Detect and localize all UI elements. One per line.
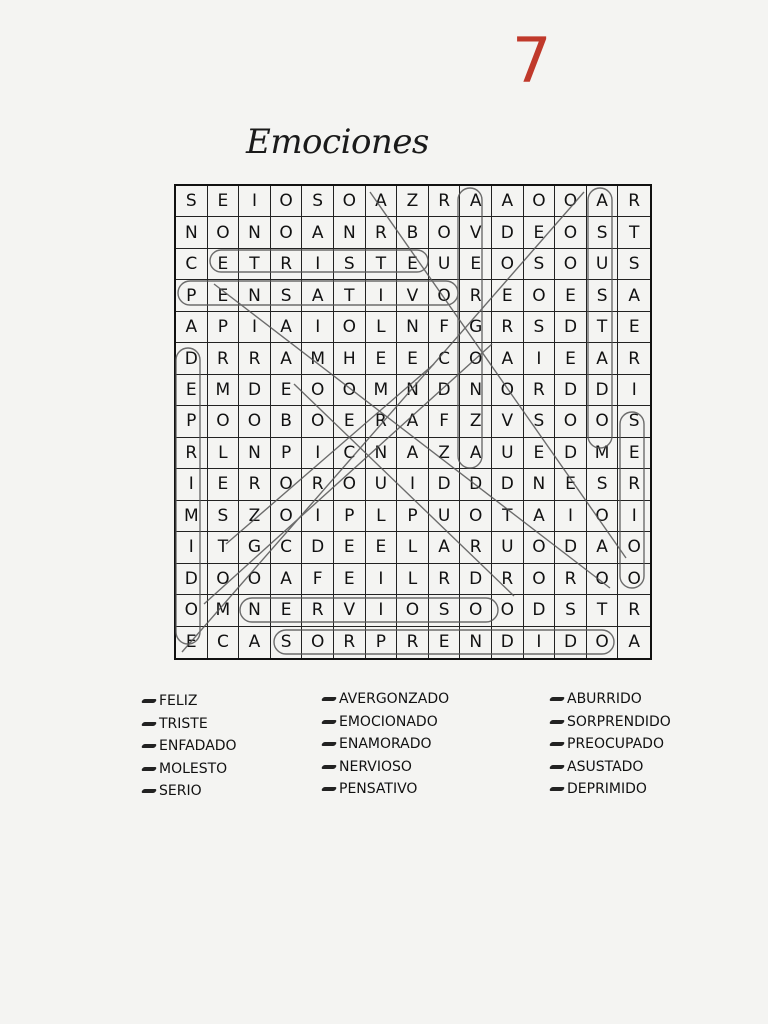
grid-cell: M: [208, 375, 240, 406]
grid-cell: R: [239, 343, 271, 374]
grid-cell: N: [524, 469, 556, 500]
grid-cell: P: [176, 406, 208, 437]
grid-cell: Z: [397, 186, 429, 217]
grid-cell: R: [366, 217, 398, 248]
grid-cell: N: [239, 595, 271, 626]
grid-cell: A: [302, 280, 334, 311]
grid-cell: O: [208, 406, 240, 437]
grid-cell: E: [492, 280, 524, 311]
grid-cell: O: [334, 312, 366, 343]
grid-cell: U: [587, 249, 619, 280]
grid-cell: E: [618, 438, 650, 469]
grid-cell: O: [302, 375, 334, 406]
grid-cell: D: [587, 375, 619, 406]
grid-cell: O: [524, 564, 556, 595]
grid-cell: L: [208, 438, 240, 469]
grid-cell: R: [524, 375, 556, 406]
grid-cell: A: [302, 217, 334, 248]
grid-cell: E: [555, 343, 587, 374]
grid-cell: E: [208, 249, 240, 280]
grid-cell: I: [618, 375, 650, 406]
word-label: NERVIOSO: [339, 758, 412, 775]
word-list-item: [550, 780, 647, 798]
check-mark-icon: [321, 787, 337, 791]
grid-cell: N: [239, 438, 271, 469]
grid-cell: D: [429, 469, 461, 500]
word-list-item: [550, 758, 643, 776]
grid-cell: O: [492, 595, 524, 626]
grid-cell: I: [555, 501, 587, 532]
grid-cell: R: [618, 343, 650, 374]
word-list-item: [550, 713, 671, 731]
grid-cell: S: [524, 249, 556, 280]
word-list-item: [142, 692, 197, 710]
word-list-item: [550, 690, 642, 708]
grid-cell: S: [271, 627, 303, 658]
grid-cell: L: [366, 312, 398, 343]
grid-cell: O: [176, 595, 208, 626]
grid-cell: H: [334, 343, 366, 374]
grid-cell: F: [429, 312, 461, 343]
grid-cell: I: [366, 280, 398, 311]
grid-cell: C: [176, 249, 208, 280]
grid-cell: E: [555, 469, 587, 500]
grid-cell: C: [208, 627, 240, 658]
grid-cell: L: [397, 564, 429, 595]
grid-cell: P: [176, 280, 208, 311]
grid-cell: I: [366, 564, 398, 595]
grid-cell: I: [302, 312, 334, 343]
grid-cell: C: [334, 438, 366, 469]
grid-cell: I: [366, 595, 398, 626]
word-label: ASUSTADO: [567, 758, 644, 775]
grid-cell: T: [208, 532, 240, 563]
grid-cell: O: [460, 595, 492, 626]
grid-cell: E: [208, 469, 240, 500]
grid-cell: N: [334, 217, 366, 248]
grid-cell: O: [555, 249, 587, 280]
grid-cell: Z: [239, 501, 271, 532]
grid-cell: N: [460, 627, 492, 658]
grid-cell: E: [176, 375, 208, 406]
word-label: AVERGONZADO: [339, 691, 450, 707]
grid-cell: E: [334, 532, 366, 563]
grid-cell: A: [492, 343, 524, 374]
grid-cell: I: [239, 186, 271, 217]
grid-cell: S: [271, 280, 303, 311]
check-mark-icon: [141, 767, 157, 771]
grid-cell: O: [555, 406, 587, 437]
grid-cell: R: [618, 595, 650, 626]
grid-cell: U: [492, 438, 524, 469]
grid-cell: A: [397, 406, 429, 437]
grid-cell: A: [618, 280, 650, 311]
grid-cell: Z: [429, 438, 461, 469]
check-mark-icon: [549, 787, 565, 791]
grid-cell: V: [397, 280, 429, 311]
grid-cell: D: [524, 595, 556, 626]
grid-cell: N: [176, 217, 208, 248]
grid-cell: O: [555, 186, 587, 217]
grid-cell: E: [460, 249, 492, 280]
grid-cell: E: [524, 217, 556, 248]
grid-cell: I: [302, 249, 334, 280]
word-list-item: [550, 735, 664, 753]
grid-cell: U: [492, 532, 524, 563]
grid-cell: E: [366, 532, 398, 563]
grid-cell: I: [524, 343, 556, 374]
grid-cell: E: [271, 595, 303, 626]
grid-cell: P: [397, 501, 429, 532]
grid-cell: O: [587, 406, 619, 437]
check-mark-icon: [549, 765, 565, 769]
grid-cell: R: [429, 564, 461, 595]
grid-cell: S: [334, 249, 366, 280]
grid-cell: F: [302, 564, 334, 595]
grid-cell: M: [587, 438, 619, 469]
grid-cell: O: [239, 564, 271, 595]
grid-cell: A: [460, 186, 492, 217]
grid-cell: N: [397, 312, 429, 343]
grid-cell: S: [555, 595, 587, 626]
grid-cell: O: [460, 343, 492, 374]
grid-cell: O: [271, 501, 303, 532]
grid-cell: L: [397, 532, 429, 563]
grid-cell: V: [460, 217, 492, 248]
grid-cell: O: [524, 186, 556, 217]
grid-cell: G: [239, 532, 271, 563]
page-title: Emociones: [246, 122, 429, 162]
grid-cell: E: [176, 627, 208, 658]
grid-cell: S: [429, 595, 461, 626]
word-label: ENFADADO: [159, 738, 237, 754]
grid-cell: O: [429, 280, 461, 311]
grid-cell: E: [366, 343, 398, 374]
check-mark-icon: [321, 697, 337, 701]
grid-cell: D: [239, 375, 271, 406]
grid-cell: T: [618, 217, 650, 248]
word-label: SERIO: [159, 783, 202, 799]
grid-cell: P: [208, 312, 240, 343]
grid-cell: A: [271, 564, 303, 595]
score-mark: 7: [512, 24, 552, 97]
grid-cell: R: [397, 627, 429, 658]
grid-cell: C: [429, 343, 461, 374]
grid-cell: D: [460, 469, 492, 500]
grid-cell: S: [524, 312, 556, 343]
word-label: ENAMORADO: [339, 736, 432, 752]
grid-cell: O: [524, 280, 556, 311]
grid-cell: D: [555, 438, 587, 469]
grid-cell: I: [302, 501, 334, 532]
grid-cell: E: [429, 627, 461, 658]
word-label: PENSATIVO: [339, 781, 418, 797]
grid-cell: A: [587, 186, 619, 217]
word-label: EMOCIONADO: [339, 713, 438, 730]
word-list-item: [322, 780, 417, 798]
grid-cell: O: [587, 501, 619, 532]
check-mark-icon: [321, 742, 337, 746]
grid-cell: R: [492, 312, 524, 343]
grid-cell: D: [492, 627, 524, 658]
grid-cell: R: [208, 343, 240, 374]
grid-cell: O: [524, 532, 556, 563]
grid-cell: I: [176, 532, 208, 563]
grid-cell: R: [302, 595, 334, 626]
grid-cell: G: [460, 312, 492, 343]
grid-cell: E: [334, 564, 366, 595]
grid-cell: E: [524, 438, 556, 469]
grid-cell: T: [492, 501, 524, 532]
grid-cell: D: [460, 564, 492, 595]
grid-cell: I: [618, 501, 650, 532]
grid-cell: O: [618, 532, 650, 563]
grid-cell: S: [587, 280, 619, 311]
grid-cell: A: [587, 532, 619, 563]
grid-cell: O: [302, 627, 334, 658]
grid-cell: O: [271, 469, 303, 500]
grid-cell: O: [618, 564, 650, 595]
grid-cell: R: [271, 249, 303, 280]
grid-cell: R: [618, 186, 650, 217]
grid-cell: S: [524, 406, 556, 437]
grid-cell: A: [492, 186, 524, 217]
grid-cell: O: [334, 469, 366, 500]
grid-cell: S: [587, 469, 619, 500]
word-list-item: [322, 735, 432, 753]
grid-cell: N: [239, 217, 271, 248]
word-list-item: [322, 713, 438, 731]
word-label: SORPRENDIDO: [567, 713, 671, 730]
grid-cell: I: [397, 469, 429, 500]
grid-cell: O: [429, 217, 461, 248]
grid-cell: M: [302, 343, 334, 374]
grid-cell: T: [587, 595, 619, 626]
grid-cell: M: [176, 501, 208, 532]
grid-cell: D: [555, 375, 587, 406]
grid-cell: S: [176, 186, 208, 217]
grid-cell: F: [429, 406, 461, 437]
word-list-item: [322, 690, 449, 708]
check-mark-icon: [549, 720, 565, 724]
grid-cell: E: [397, 343, 429, 374]
grid-cell: S: [208, 501, 240, 532]
grid-cell: N: [397, 375, 429, 406]
word-list-item: [142, 760, 227, 778]
grid-cell: I: [524, 627, 556, 658]
grid-cell: D: [492, 469, 524, 500]
grid-cell: N: [239, 280, 271, 311]
grid-cell: N: [366, 438, 398, 469]
grid-cell: O: [555, 217, 587, 248]
grid-cell: O: [334, 375, 366, 406]
grid-cell: O: [587, 564, 619, 595]
word-list-item: [142, 782, 202, 800]
grid-cell: R: [239, 469, 271, 500]
word-list-item: [142, 737, 237, 755]
check-mark-icon: [141, 789, 157, 793]
check-mark-icon: [321, 765, 337, 769]
check-mark-icon: [321, 720, 337, 724]
word-label: FELIZ: [159, 693, 198, 709]
grid-cell: P: [271, 438, 303, 469]
grid-cell: A: [460, 438, 492, 469]
grid-cell: D: [555, 312, 587, 343]
grid-cell: V: [492, 406, 524, 437]
grid-cell: I: [176, 469, 208, 500]
grid-cell: T: [587, 312, 619, 343]
grid-cell: B: [271, 406, 303, 437]
word-label: MOLESTO: [159, 760, 228, 777]
grid-cell: A: [524, 501, 556, 532]
grid-cell: O: [587, 627, 619, 658]
grid-cell: O: [208, 217, 240, 248]
grid-cell: I: [239, 312, 271, 343]
word-label: PREOCUPADO: [567, 736, 664, 752]
grid-cell: R: [334, 627, 366, 658]
grid-cell: A: [429, 532, 461, 563]
grid-cell: Z: [460, 406, 492, 437]
grid-cell: D: [176, 343, 208, 374]
grid-cell: R: [618, 469, 650, 500]
grid-cell: M: [208, 595, 240, 626]
grid-cell: T: [239, 249, 271, 280]
grid-cell: R: [555, 564, 587, 595]
grid-cell: S: [302, 186, 334, 217]
grid-cell: E: [397, 249, 429, 280]
grid-cell: D: [555, 627, 587, 658]
grid-cell: I: [302, 438, 334, 469]
word-label: ABURRIDO: [567, 691, 642, 707]
grid-cell: U: [366, 469, 398, 500]
grid-cell: A: [587, 343, 619, 374]
grid-cell: O: [492, 375, 524, 406]
grid-cell: M: [366, 375, 398, 406]
grid-cell: E: [208, 280, 240, 311]
word-list-item: [142, 715, 208, 733]
grid-cell: U: [429, 501, 461, 532]
grid-cell: C: [271, 532, 303, 563]
grid-cell: A: [628, 632, 641, 653]
grid-cell: T: [366, 249, 398, 280]
grid-cell: D: [555, 532, 587, 563]
grid-cell: A: [397, 438, 429, 469]
grid-cell: O: [334, 186, 366, 217]
grid-cell: B: [397, 217, 429, 248]
grid-cell: L: [366, 501, 398, 532]
grid-cell: O: [460, 501, 492, 532]
grid-cell: U: [429, 249, 461, 280]
grid-cell: D: [302, 532, 334, 563]
grid-cell: N: [460, 375, 492, 406]
grid-cell: A: [271, 343, 303, 374]
grid-cell: E: [334, 406, 366, 437]
grid-cell: S: [618, 249, 650, 280]
grid-cell: T: [334, 280, 366, 311]
grid-cell: D: [492, 217, 524, 248]
grid-cell: P: [366, 627, 398, 658]
grid-cell: A: [271, 312, 303, 343]
grid-cell: D: [176, 564, 208, 595]
grid-cell: R: [492, 564, 524, 595]
grid-cell: R: [460, 280, 492, 311]
grid-cell: E: [271, 375, 303, 406]
check-mark-icon: [141, 744, 157, 748]
grid-cell: R: [460, 532, 492, 563]
grid-cell: A: [239, 627, 271, 658]
grid-cell: O: [208, 564, 240, 595]
grid-cell: D: [429, 375, 461, 406]
grid-cell: O: [302, 406, 334, 437]
grid-cell: A: [176, 312, 208, 343]
grid-cell: O: [397, 595, 429, 626]
grid-cell: O: [271, 217, 303, 248]
check-mark-icon: [141, 722, 157, 726]
grid-cell: R: [176, 438, 208, 469]
check-mark-icon: [141, 699, 157, 703]
check-mark-icon: [549, 742, 565, 746]
grid-cell: S: [618, 406, 650, 437]
word-list-item: [322, 758, 412, 776]
grid-cell: E: [208, 186, 240, 217]
grid-cell: R: [366, 406, 398, 437]
grid-cell: R: [302, 469, 334, 500]
grid-cell: E: [555, 280, 587, 311]
grid-cell: O: [239, 406, 271, 437]
grid-cell: V: [334, 595, 366, 626]
word-label: TRISTE: [159, 715, 208, 732]
grid-cell: E: [618, 312, 650, 343]
grid-cell: O: [271, 186, 303, 217]
grid-cell: O: [492, 249, 524, 280]
word-label: DEPRIMIDO: [567, 781, 647, 797]
grid-cell: S: [587, 217, 619, 248]
check-mark-icon: [549, 697, 565, 701]
grid-cell: P: [334, 501, 366, 532]
grid-cell: A: [366, 186, 398, 217]
grid-cell: R: [429, 186, 461, 217]
